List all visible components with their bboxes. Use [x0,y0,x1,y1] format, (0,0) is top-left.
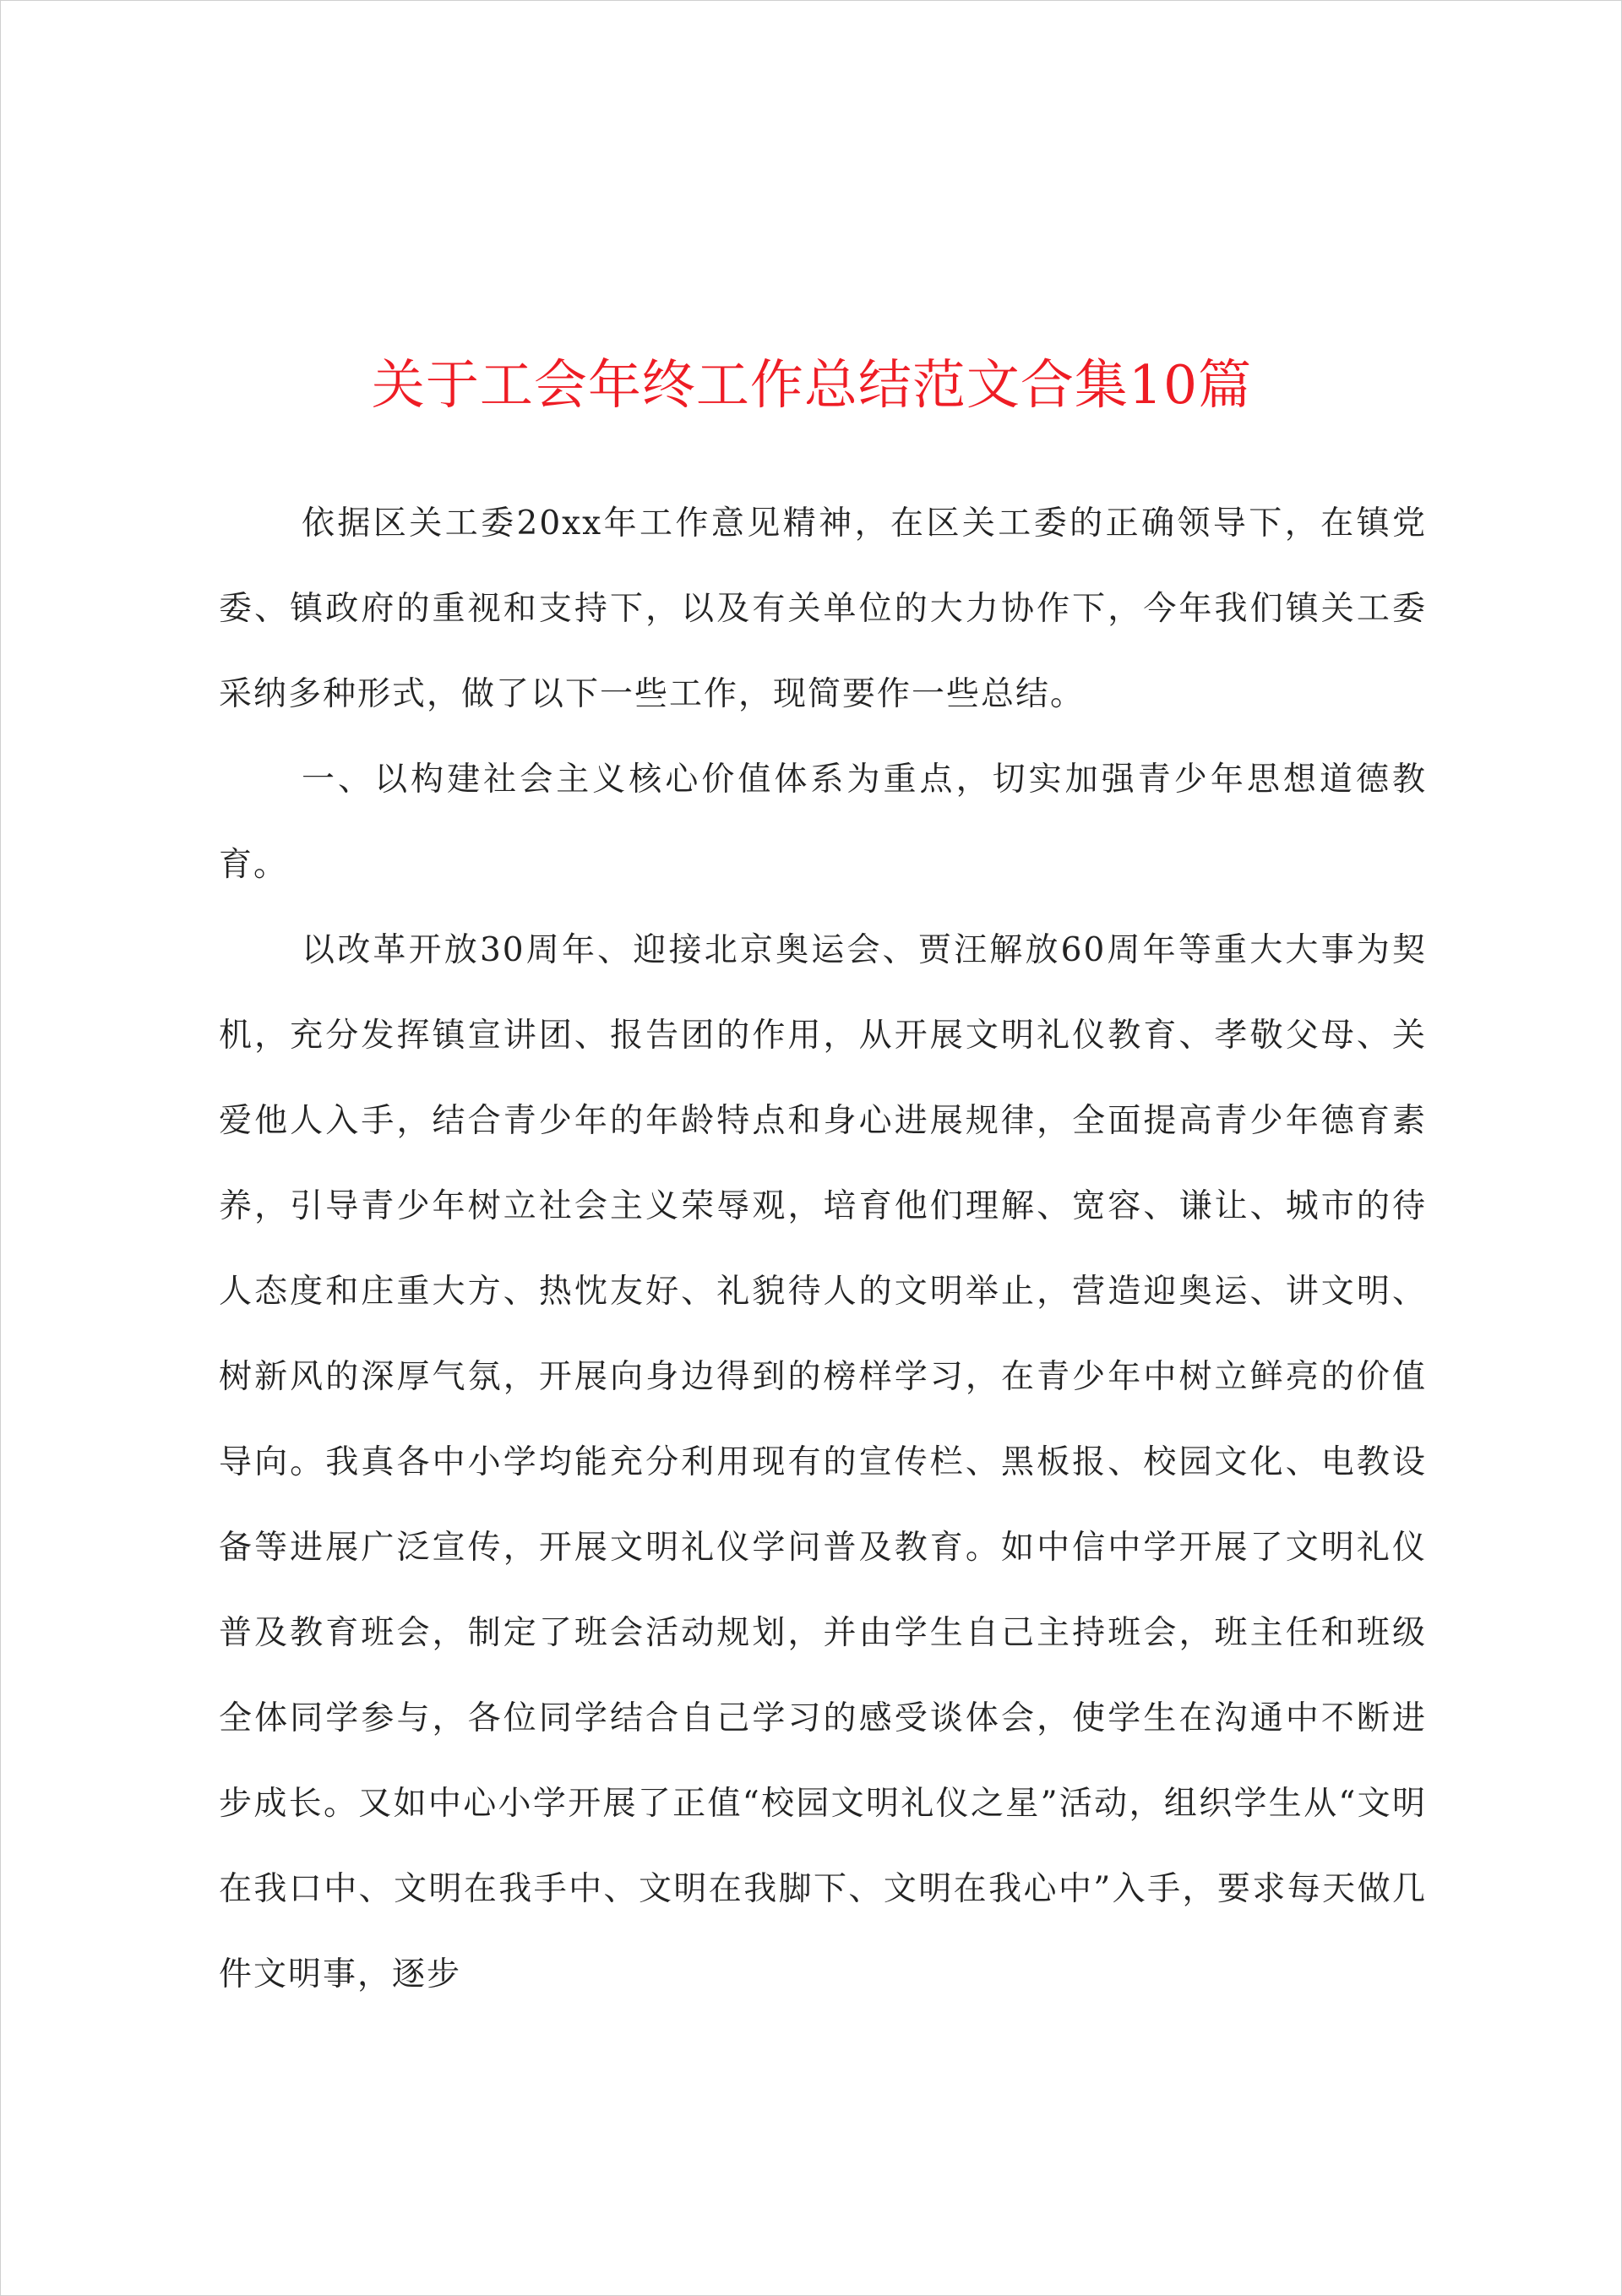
paragraph: 以改革开放30周年、迎接北京奥运会、贾汪解放60周年等重大大事为契机，充分发挥镇宣讲团、报告团的作用，从开展文明礼仪教育、孝敬父母、关爱他人入手，结合青少年的年龄特点和身心进展规律，全面提高青少年德育素养，引导青少年树立社会主义荣辱观，培育他们理解、宽容、谦让、城市的待人态度和庄重大方、热忱友好、礼貌待人的文明举止，营造迎奥运、讲文明、树新风的深厚气氛，开展向身边得到的榜样学习，在青少年中树立鲜亮的价值导向。我真各中小学均能充分利用现有的宣传栏、黑板报、校园文化、电教设备等进展广泛宣传，开展文明礼仪学问普及教育。如中信中学开展了文明礼仪普及教育班会，制定了班会活动规划，并由学生自己主持班会，班主任和班级全体同学参与，各位同学结合自己学习的感受谈体会，使学生在沟通中不断进步成长。又如中心小学开展了正值“校园文明礼仪之星”活动，组织学生从“文明在我口中、文明在我手中、文明在我脚下、文明在我心中”入手，要求每天做几件文明事，逐步 [219,931,1427,1993]
document-title: 关于工会年终工作总结范文合集10篇 [371,354,1253,416]
document-body [219,481,1427,2017]
paragraph: 依据区关工委20xx年工作意见精神，在区关工委的正确领导下，在镇党委、镇政府的重视和支持下，以及有关单位的大力协作下，今年我们镇关工委采纳多种形式，做了以下一些工作，现简要作一些总结。 [219,504,1427,713]
paragraph: 一、以构建社会主义核心价值体系为重点，切实加强青少年思想道德教育。 [219,761,1427,884]
